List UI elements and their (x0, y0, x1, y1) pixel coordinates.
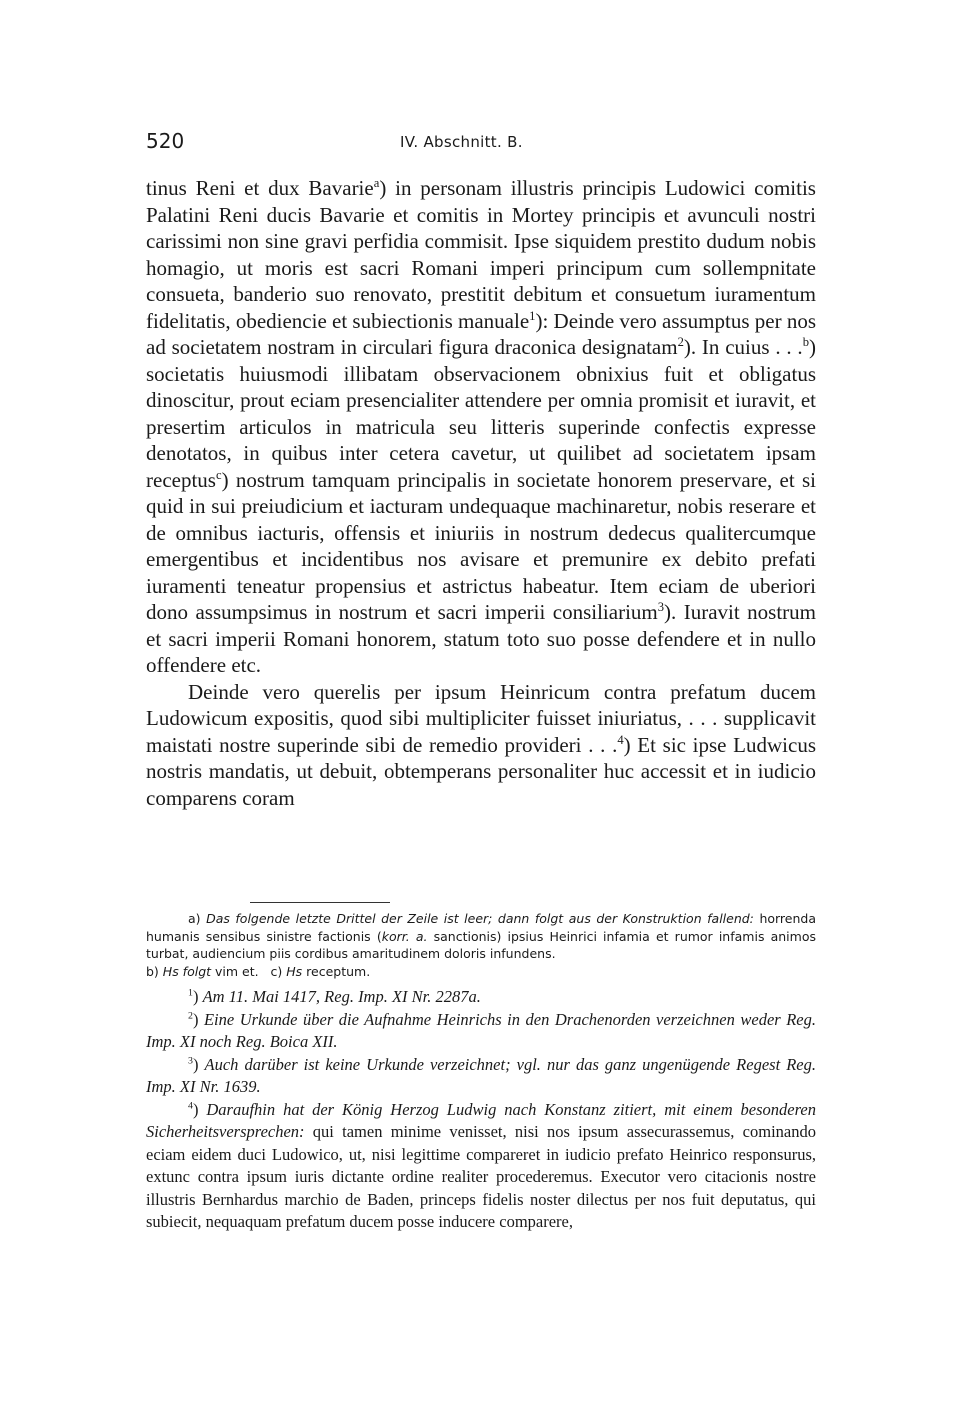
text-segment: ) Et sic ipse Ludwicus nostris mandatis, ut debuit, obtemperans personaliter huc accessit et in iudicio comparens coram (146, 732, 817, 810)
text-segment: ) nostrum tamquam principalis in societate honorem preservare, et si quid in sui preiudicium et iacturam undequaque machinaretur, nobis reserare et de omnibus iacturis, offensis et iniuriis in nostrum dedecus qualitercumque emergentibus et incidentibus nos avisare et premunire ex debito prefati iuramenti teneatur propensius et astrictus habeatur. Item eciam de uberiori dono assumpsimus in nostrum et sacri imperii consiliarium (146, 467, 816, 624)
note-label: c) (270, 963, 283, 979)
footnote-1: $^1$) Am 11. Mai 1417, Reg. Imp. XI Nr. 2287a. (188, 987, 481, 1006)
text-segment: ) in personam illustris principis Ludowici comitis Palatini Reni ducis Bavarie et comitis in Mortey principis et avunculi nostri carissimi non sine gravi perfidia commisit. Ipse siquidem prestito dudum nobis homagio, ut moris est sacri Romani imperi principum cum sollempnitate consueta, banderio suo renovato, prestitit debitum et consuetum iuramentum fidelitatis, obediencie et subiectionis manuale (146, 176, 816, 333)
footnote-text: Eine Urkunde über die Aufnahme Heinrichs in den Drachenorden verzeichnen weder Reg. Imp. XI noch Reg. Boica XII. (146, 1009, 816, 1051)
note-text: horrenda humanis sensibus sinistre factionis ( (146, 911, 816, 944)
note-mark-c: c (215, 467, 222, 482)
footnote-mark: 2 (188, 1010, 193, 1021)
main-paragraph-1 (146, 175, 816, 679)
note-mark-4: 4 (617, 732, 624, 747)
footnote-4: $^4$) Daraufhin hat der König Herzog Ludwig nach Konstanz zitiert, mit einem besonderen Sicherheitsversprechen: qui tamen minime venisset, nisi nos ipsum assecurassemus, cominando eciam eidem duci Ludowico, ut, nisi legittime compareret in iudicio prefato Heinrico responsurus, extunc contra ipsum iuris dictante ordine realiter procederemus. Executor vero citacionis nostre illustris Bernhardus marchio de Baden, princeps fidelis noster dilectus per nos fuit deputatus, qui subiecit, nequaquam prefatum ducem posse inducere comparere, (146, 1099, 816, 1231)
note-mark-b: b (802, 335, 809, 349)
footnote-text: Auch darüber ist keine Urkunde verzeichnet; vgl. nur das ganz ungenügende Regest Reg. Imp. XI Nr. 1639. (146, 1054, 816, 1096)
note-mark-2: 2 (677, 335, 684, 349)
page-number: 520 (146, 129, 185, 153)
footnote-mark: 1 (188, 987, 193, 999)
footnote-3: $^3$) Auch darüber ist keine Urkunde verzeichnet; vgl. nur das ganz ungenügende Regest Reg. Imp. XI Nr. 1639. (146, 1054, 816, 1096)
text-segment: ). In cuius . . . (683, 335, 803, 359)
note-text: sanctionis) ipsius Heinrici infamia et rumor infamis animos turbat, audiencium piis cordibus amaritudinem doloris infundens. (146, 928, 816, 961)
note-mark-1: 1 (529, 308, 536, 323)
note-italic: korr. a. (381, 928, 428, 944)
text-segment: ): Deinde vero assumptus per nos ad societatem nostram in circulari figura draconica designatam (146, 308, 816, 359)
note-text: receptum. (302, 963, 371, 979)
footnote-italic: Daraufhin hat der König Herzog Ludwig nach Konstanz zitiert, mit einem besonderen Sicherheitsversprechen: (146, 1099, 816, 1141)
footnote-text: qui tamen minime venisset, nisi nos ipsum assecurassemus, cominando eciam eidem duci Ludowico, ut, nisi legittime compareret in iudicio prefato Heinrico responsurus, extunc contra ipsum iuris dictante ordine realiter procederemus. Executor vero citacionis nostre illustris Bernhardus marchio de Baden, princeps fidelis noster dilectus per nos fuit deputatus, qui subiecit, nequaquam prefatum ducem posse inducere comparere, (146, 1122, 816, 1231)
footnote-text: Am 11. Mai 1417, Reg. Imp. XI Nr. 2287a. (202, 987, 481, 1006)
critical-note-a (146, 910, 816, 963)
footnote-divider (250, 902, 390, 903)
main-text (146, 175, 816, 811)
text-segment: tinus Reni et dux Bavarie (146, 176, 374, 200)
text-segment: Deinde vero querelis per ipsum Heinricum contra prefatum ducem Ludowicum expositis, quod sibi multipliciter fuisset iniuriatus, . . . supplicavit maistati nostre superinde sibi de remedio provideri . . . (146, 679, 816, 757)
critical-apparatus (146, 910, 816, 980)
note-italic: Das folgende letzte Drittel der Zeile ist leer; dann folgt aus der Konstruktion fallend: (206, 911, 754, 926)
note-text: vim et. (211, 963, 259, 979)
text-segment: ). Iuravit nostrum et sacri imperii Romani honorem, statum toto suo posse defendere et in nullo offendere etc. (146, 600, 816, 677)
running-head: IV. Abschnitt. B. (400, 133, 523, 151)
footnotes (146, 986, 816, 1234)
note-italic: Hs (286, 963, 303, 979)
page-header (146, 129, 816, 159)
note-mark-3: 3 (657, 600, 665, 614)
footnote-mark: 3 (188, 1055, 193, 1066)
note-label: a) (188, 911, 201, 926)
note-label: b) (146, 963, 159, 979)
footnote-mark: 4 (188, 1100, 193, 1111)
note-mark-a: a (373, 176, 380, 190)
main-paragraph-2 (146, 679, 816, 812)
note-italic: Hs folgt (162, 963, 212, 979)
text-segment: ) societatis huiusmodi illibatam observacionem obnixius fuit et obligatus dinoscitur, prout eciam presencialiter attendere per omnia promisit et iuravit, et presertim articulos in matricula seu litteris superinde confectis expresse denotatos, in quibus inter cetera cavetur, ut quilibet ad societatem ipsam receptus (146, 335, 816, 492)
footnote-2: $^2$) Eine Urkunde über die Aufnahme Heinrichs in den Drachenorden verzeichnen weder Reg. Imp. XI noch Reg. Boica XII. (146, 1009, 816, 1051)
critical-note-bc (146, 963, 816, 981)
